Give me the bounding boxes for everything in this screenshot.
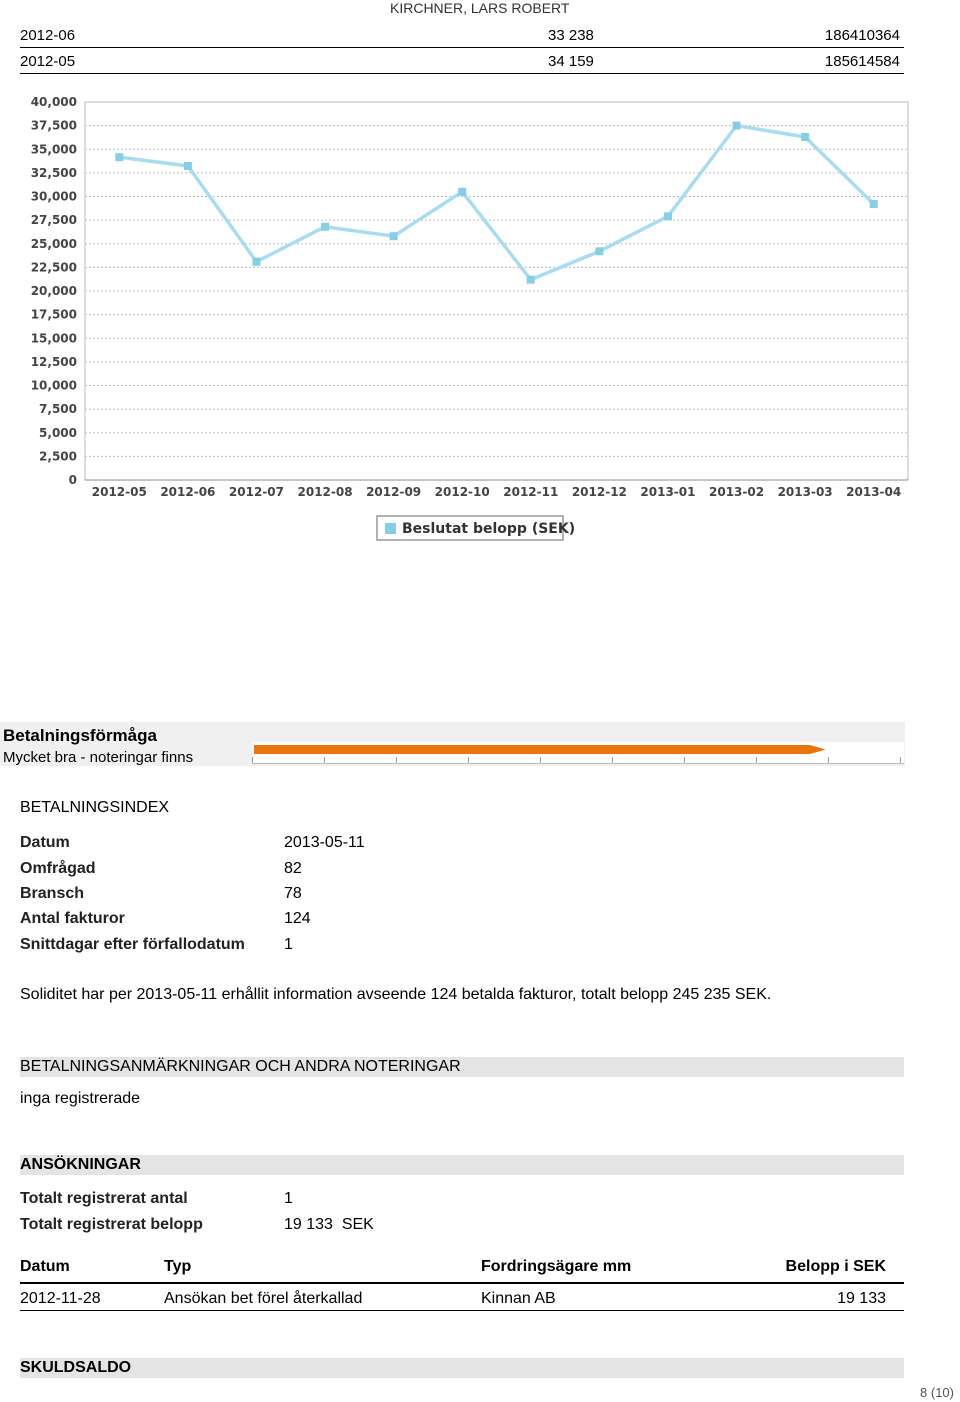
data-point: [115, 153, 123, 161]
y-tick-label: 30,000: [30, 189, 77, 204]
column-header-typ: Typ: [164, 1258, 192, 1275]
meter-tick: [828, 757, 829, 763]
index-label-omfragad: Omfrågad: [20, 860, 96, 877]
meter-tick: [684, 757, 685, 763]
amount-cell: 33 238: [548, 27, 594, 44]
data-point: [801, 133, 809, 141]
legend-label: Beslutat belopp (SEK): [402, 521, 576, 537]
y-tick-label: 10,000: [30, 378, 77, 393]
x-tick-label: 2012-08: [297, 485, 353, 499]
data-point: [184, 162, 192, 170]
index-value-bransch: 78: [284, 885, 302, 902]
y-tick-label: 17,500: [30, 307, 77, 322]
y-tick-label: 5,000: [39, 425, 77, 440]
index-label-bransch: Bransch: [20, 885, 85, 902]
table-row: [20, 48, 904, 74]
payment-ability-meter: [252, 742, 904, 764]
meter-tick: [252, 757, 253, 763]
row-datum: 2012-11-28: [20, 1290, 101, 1307]
page-number: 8 (10): [920, 1385, 954, 1400]
index-label-datum: Datum: [20, 834, 70, 851]
index-value-omfragad: 82: [284, 860, 302, 877]
plot-area: [85, 102, 908, 480]
meter-tick: [540, 757, 541, 763]
period-cell: 2012-05: [20, 53, 76, 70]
data-point: [390, 232, 398, 240]
x-tick-label: 2013-02: [709, 485, 765, 499]
payment-ability-bar: [252, 742, 904, 764]
y-tick-label: 32,500: [30, 165, 77, 180]
payment-index-note: Soliditet har per 2013-05-11 erhållit information avseende 124 betalda fakturor, totalt belopp 245 235 SEK.: [20, 986, 772, 1003]
column-header-belopp: Belopp i SEK: [785, 1258, 886, 1275]
row-typ: Ansökan bet förel återkallad: [164, 1290, 363, 1307]
table-row: [20, 22, 904, 48]
y-tick-label: 12,500: [30, 354, 77, 369]
data-point: [458, 188, 466, 196]
data-point: [321, 223, 329, 231]
id-cell: 186410364: [824, 27, 900, 44]
total-amount-label: Totalt registrerat belopp: [20, 1216, 203, 1233]
table-header-divider: [20, 1282, 904, 1284]
remarks-text: inga registrerade: [20, 1090, 141, 1107]
table-row-divider: [20, 1310, 904, 1311]
data-point: [870, 200, 878, 208]
data-point: [252, 258, 260, 266]
meter-tick: [468, 757, 469, 763]
index-value-datum: 2013-05-11: [284, 834, 365, 851]
applications-title: ANSÖKNINGAR: [20, 1156, 141, 1173]
data-point: [733, 122, 741, 130]
line-chart: [20, 96, 920, 556]
y-tick-label: 25,000: [30, 236, 77, 251]
payment-ability-rating: Mycket bra - noteringar finns: [3, 749, 194, 766]
column-header-datum: Datum: [20, 1258, 70, 1275]
payment-index-title: BETALNINGSINDEX: [20, 799, 170, 816]
total-amount-value: 19 133 SEK: [284, 1216, 374, 1233]
legend-swatch: [385, 523, 396, 534]
y-tick-label: 22,500: [30, 260, 77, 275]
y-tick-label: 20,000: [30, 284, 77, 298]
x-tick-label: 2013-04: [846, 485, 902, 499]
x-tick-label: 2012-09: [366, 485, 422, 499]
period-cell: 2012-06: [20, 27, 76, 44]
x-tick-label: 2012-07: [228, 485, 284, 499]
index-label-snittdagar: Snittdagar efter förfallodatum: [20, 936, 245, 953]
x-tick-label: 2012-06: [160, 485, 216, 499]
y-tick-label: 15,000: [30, 331, 77, 346]
y-tick-label: 0: [68, 473, 77, 487]
payment-ability-fill: [254, 745, 826, 754]
meter-tick: [396, 757, 397, 763]
debt-balance-title: SKULDSALDO: [20, 1359, 132, 1376]
y-tick-label: 40,000: [30, 96, 77, 109]
id-cell: 185614584: [824, 53, 900, 70]
y-tick-label: 2,500: [39, 449, 77, 464]
row-belopp: 19 133: [837, 1290, 886, 1307]
meter-tick: [756, 757, 757, 763]
y-tick-label: 35,000: [30, 142, 77, 157]
column-header-fordringsagare: Fordringsägare mm: [481, 1258, 632, 1275]
x-tick-label: 2013-01: [640, 485, 696, 499]
y-tick-label: 7,500: [39, 402, 77, 417]
row-fordringsagare: Kinnan AB: [481, 1290, 556, 1307]
index-value-snittdagar: 1: [284, 936, 293, 953]
data-point: [595, 247, 603, 255]
data-point: [664, 212, 672, 220]
x-tick-label: 2012-10: [434, 485, 490, 499]
remarks-title: BETALNINGSANMÄRKNINGAR OCH ANDRA NOTERINGAR: [20, 1058, 461, 1075]
debt-balance-band: [20, 1358, 904, 1378]
meter-tick: [612, 757, 613, 763]
meter-tick: [324, 757, 325, 763]
y-tick-label: 27,500: [30, 213, 77, 228]
total-count-value: 1: [284, 1190, 293, 1207]
x-tick-label: 2013-03: [777, 485, 833, 499]
subject-name: KIRCHNER, LARS ROBERT: [390, 0, 570, 16]
index-label-antal-fakturor: Antal fakturor: [20, 910, 125, 927]
amount-cell: 34 159: [548, 53, 594, 70]
applications-band: [20, 1155, 904, 1175]
payment-ability-title: Betalningsförmåga: [3, 726, 157, 745]
x-tick-label: 2012-12: [571, 485, 627, 499]
meter-tick: [900, 757, 901, 763]
x-tick-label: 2012-11: [503, 485, 559, 499]
total-count-label: Totalt registrerat antal: [20, 1190, 188, 1207]
data-point: [527, 276, 535, 284]
x-tick-label: 2012-05: [91, 485, 147, 499]
index-value-antal-fakturor: 124: [284, 910, 311, 927]
y-tick-label: 37,500: [30, 118, 77, 133]
